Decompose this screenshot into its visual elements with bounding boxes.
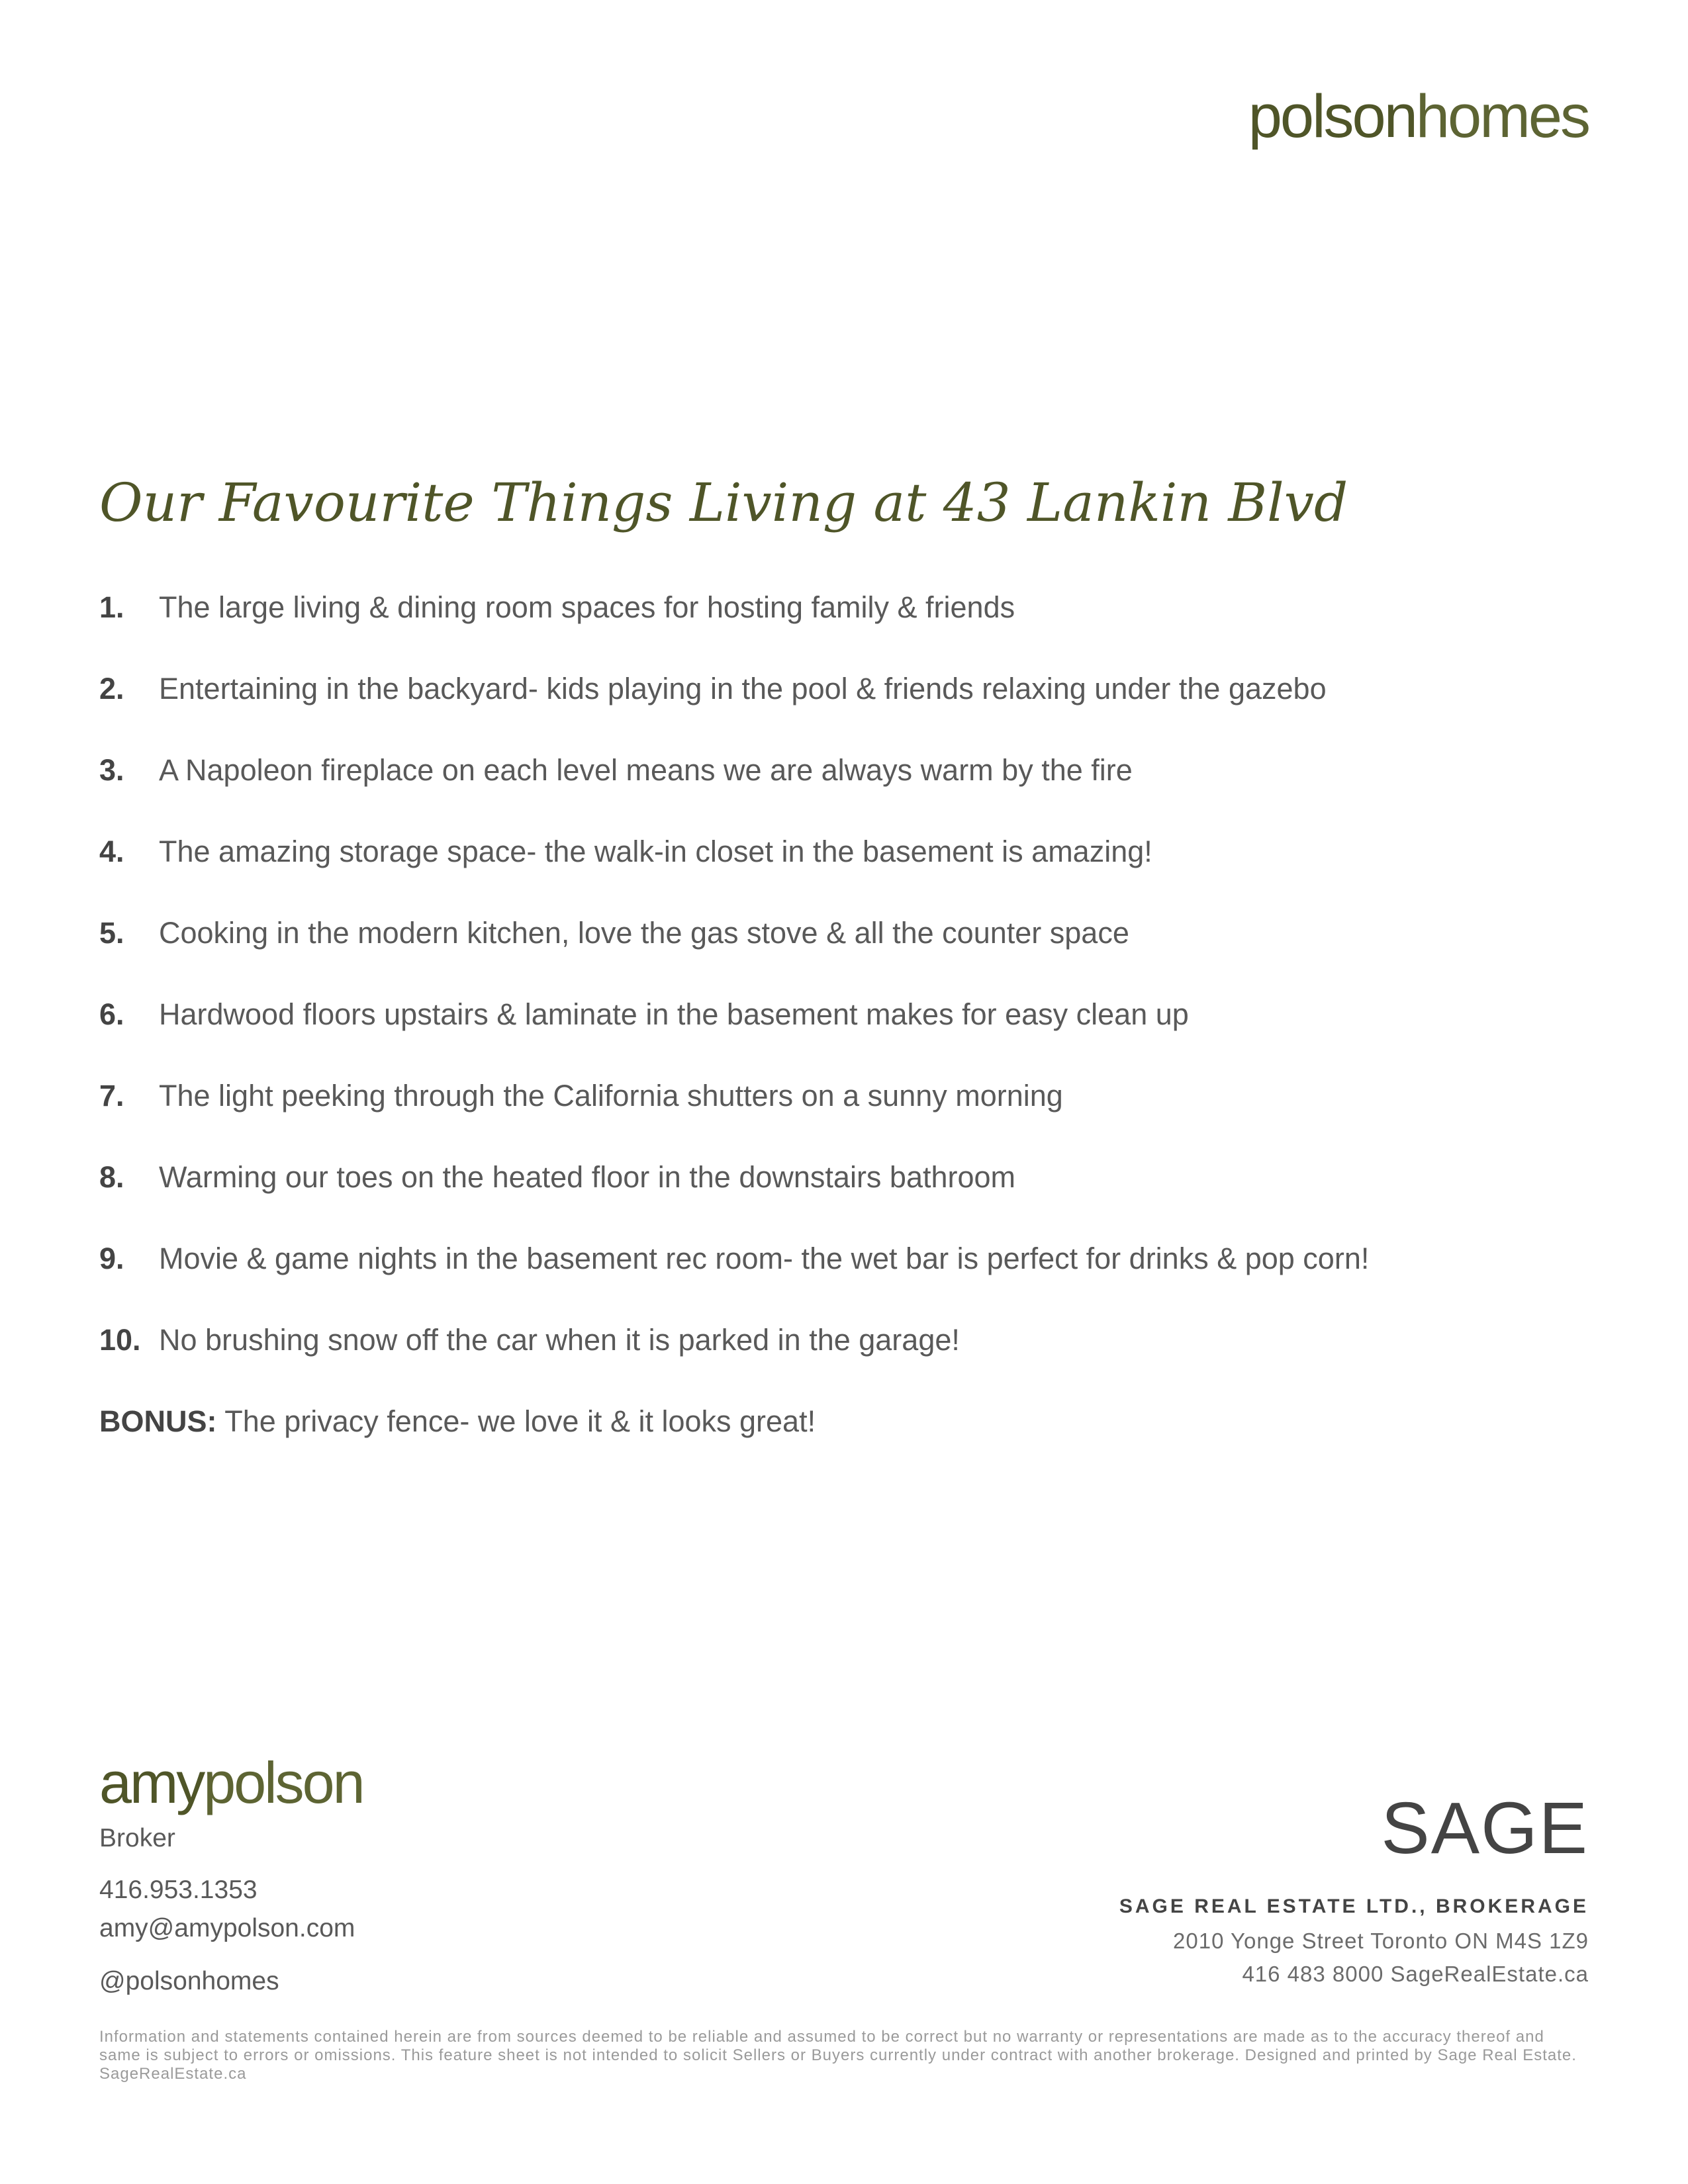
item-text: The light peeking through the California shutters on a sunny morning bbox=[159, 1079, 1063, 1113]
item-number: 9. bbox=[99, 1242, 124, 1275]
agent-email: amy@amypolson.com bbox=[99, 1914, 355, 1942]
brokerage-contact: 416 483 8000 SageRealEstate.ca bbox=[1242, 1962, 1589, 1986]
item-text: Entertaining in the backyard- kids playing in the pool & friends relaxing under the gazebo bbox=[159, 672, 1327, 705]
bonus-label: BONUS: bbox=[99, 1404, 217, 1438]
item-number: 2. bbox=[99, 672, 124, 705]
logo-text-polson: polson bbox=[203, 1750, 363, 1815]
item-number: 8. bbox=[99, 1160, 124, 1194]
item-number: 5. bbox=[99, 916, 124, 950]
item-text: Warming our toes on the heated floor in the downstairs bathroom bbox=[159, 1160, 1016, 1194]
page-title: Our Favourite Things Living at 43 Lankin Blvd bbox=[99, 472, 1348, 533]
list-item bbox=[99, 669, 1589, 751]
brokerage-name: SAGE REAL ESTATE LTD., BROKERAGE bbox=[1119, 1895, 1589, 1917]
item-number: 1. bbox=[99, 590, 124, 624]
list-item bbox=[99, 1158, 1589, 1239]
polsonhomes-logo bbox=[1248, 83, 1589, 150]
list-item bbox=[99, 913, 1589, 995]
item-number: 3. bbox=[99, 753, 124, 787]
bonus-text: The privacy fence- we love it & it looks great! bbox=[224, 1404, 816, 1438]
item-text: Cooking in the modern kitchen, love the gas stove & all the counter space bbox=[159, 916, 1129, 950]
logo-text-polson: polson bbox=[1248, 83, 1416, 150]
item-text: Hardwood floors upstairs & laminate in the basement makes for easy clean up bbox=[159, 997, 1189, 1031]
agent-phone: 416.953.1353 bbox=[99, 1876, 258, 1904]
list-item bbox=[99, 1076, 1589, 1158]
legal-disclaimer: Information and statements contained herein are from sources deemed to be reliable and assumed to be correct but no warranty or representations are made as to the accuracy thereof and same is subject to errors or omissions. This feature sheet is not intended to solicit Sellers or Buyers currently under contract with another brokerage. Designed and printed by Sage Real Estate. SageRealEstate.ca bbox=[99, 2028, 1577, 2083]
item-text: The amazing storage space- the walk-in closet in the basement is amazing! bbox=[159, 835, 1152, 868]
logo-text-amy: amy bbox=[99, 1750, 204, 1815]
item-text: The large living & dining room spaces for hosting family & friends bbox=[159, 590, 1015, 624]
agent-social-handle: @polsonhomes bbox=[99, 1967, 279, 1995]
amypolson-logo bbox=[99, 1750, 363, 1815]
brokerage-address: 2010 Yonge Street Toronto ON M4S 1Z9 bbox=[1173, 1929, 1589, 1953]
favorites-list bbox=[99, 588, 1589, 1402]
item-number: 6. bbox=[99, 997, 124, 1031]
list-item bbox=[99, 1320, 1589, 1402]
item-text: Movie & game nights in the basement rec room- the wet bar is perfect for drinks & pop corn! bbox=[159, 1242, 1370, 1275]
list-item bbox=[99, 1239, 1589, 1320]
item-text: No brushing snow off the car when it is parked in the garage! bbox=[159, 1323, 960, 1357]
agent-role: Broker bbox=[99, 1824, 175, 1852]
list-item bbox=[99, 832, 1589, 913]
item-number: 4. bbox=[99, 835, 124, 868]
sage-logo: SAGE bbox=[1381, 1788, 1589, 1869]
item-text: A Napoleon fireplace on each level means we are always warm by the fire bbox=[159, 753, 1133, 787]
list-item bbox=[99, 751, 1589, 832]
bonus-item bbox=[99, 1402, 816, 1441]
item-number: 10. bbox=[99, 1323, 141, 1357]
logo-text-homes: homes bbox=[1415, 83, 1589, 150]
list-item bbox=[99, 588, 1589, 669]
item-number: 7. bbox=[99, 1079, 124, 1113]
list-item bbox=[99, 995, 1589, 1076]
